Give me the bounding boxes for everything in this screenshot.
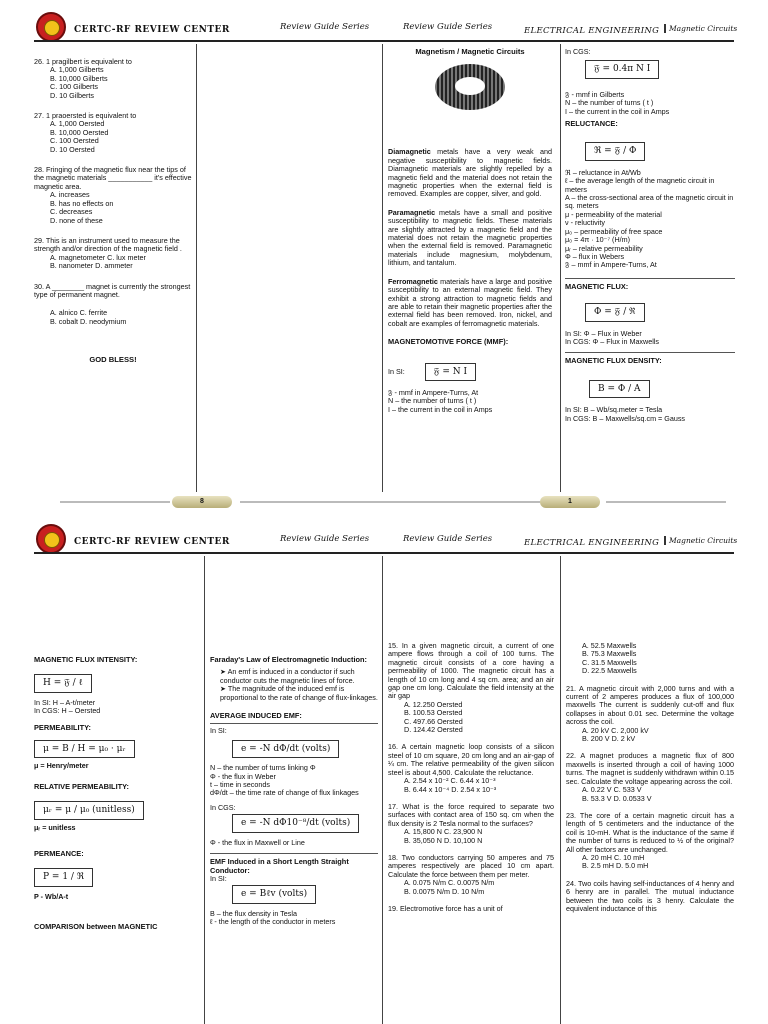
answer-option: C. 100 Gilberts bbox=[50, 82, 98, 92]
density-heading: MAGNETIC FLUX DENSITY: bbox=[565, 356, 662, 366]
definition-line: ℓ - the length of the conductor in meters bbox=[210, 917, 336, 927]
definition-line: ν - reluctivity bbox=[565, 218, 605, 228]
question-stem: 24. Two coils having self-inductances of 4 henry and 6 henry are in parallel. The mutual inductance between the two coils is 3 henry. Calculate the equivalent inductance of this bbox=[566, 878, 734, 913]
answer-option: D. 22.5 Maxwells bbox=[582, 666, 637, 676]
answer-option: A. 12.250 Oersted bbox=[404, 699, 463, 709]
answer-option: B. 2.5 mH D. 5.0 mH bbox=[582, 861, 649, 871]
question-item bbox=[388, 642, 554, 734]
definition-line: 𝔉 - mmf in Gilberts bbox=[565, 89, 625, 99]
faraday-point: ➤ An emf is induced in a conductor if such conductor cuts the magnetic lines of force. bbox=[220, 667, 355, 685]
page-header bbox=[0, 512, 768, 562]
question-item bbox=[566, 812, 734, 871]
footer-bar bbox=[606, 501, 726, 503]
permeability-formula: μ = B / H = μ₀ · μᵣ bbox=[34, 740, 135, 758]
answer-option: A. 20 mH C. 10 mH bbox=[582, 852, 645, 862]
question-options-continued bbox=[566, 642, 734, 676]
answer-option: A. 0.075 N/m C. 0.0075 N/m bbox=[404, 878, 495, 888]
series-label: Review Guide Series bbox=[280, 22, 370, 32]
definition-line: μ = Henry/meter bbox=[34, 761, 89, 771]
question-item bbox=[566, 752, 734, 802]
divider bbox=[565, 352, 735, 353]
term: Paramagnetic bbox=[388, 207, 436, 217]
column-divider bbox=[196, 44, 197, 492]
question-item bbox=[388, 905, 554, 913]
toroid-core-icon bbox=[435, 64, 505, 110]
definition-line: I – the current in the coil in Amps bbox=[388, 404, 493, 414]
section-title: Magnetism / Magnetic Circuits bbox=[415, 47, 525, 56]
answer-option: B. 53.3 V D. 0.0533 V bbox=[582, 793, 652, 803]
answer-option: C. 497.66 Oersted bbox=[404, 716, 463, 726]
definition-line: dΦ/dt – the time rate of change of flux linkages bbox=[210, 788, 359, 798]
answer-option: B. 35,050 N D. 10,100 N bbox=[404, 835, 483, 845]
question-item bbox=[34, 112, 192, 154]
term: Diamagnetic bbox=[388, 147, 431, 157]
page-number-left: 8 bbox=[172, 496, 232, 508]
emf-si-formula: e = -N dΦ/dt (volts) bbox=[232, 740, 339, 758]
page-bottom bbox=[0, 512, 768, 1024]
short-conductor-heading: EMF Induced in a Short Length Straight Conductor: bbox=[210, 857, 349, 875]
flux-formula: Φ = 𝔉 / ℜ bbox=[585, 303, 645, 321]
intensity-column bbox=[34, 652, 200, 932]
question-stem: 15. In a given magnetic circuit, a current of one ampere flows through a coil of 100 turns. The magnetic circuit consists of a core having a permeability of 1000. The magnetic circuit has a length of 10 cm long and 4 sq cm. area; and an air gap one cm long. Calculate the field intensity at the air gap bbox=[388, 641, 554, 701]
relative-permeability-heading: RELATIVE PERMEABILITY: bbox=[34, 781, 129, 791]
answer-option: A. 1,000 Oersted bbox=[50, 119, 105, 129]
definition-line: 𝔉 - mmf in Ampere-Turns, At bbox=[388, 387, 479, 397]
definition-line: μᵣ – relative permeability bbox=[565, 243, 643, 253]
answer-option: A. magnetometer C. lux meter bbox=[50, 252, 146, 262]
divider bbox=[210, 723, 378, 724]
question-item bbox=[388, 743, 554, 793]
formula-column bbox=[565, 48, 735, 423]
unit-system-label: In SI: bbox=[388, 366, 405, 376]
answer-option: A. 15,800 N C. 23,900 N bbox=[404, 827, 483, 837]
question-item bbox=[566, 880, 734, 914]
question-stem: 30. A ________ magnet is currently the strongest type of permanent magnet. bbox=[34, 281, 191, 299]
answer-option: A. alnico C. ferrite bbox=[50, 308, 108, 318]
definition-line: N – the number of turns ( t ) bbox=[565, 98, 654, 108]
page-top bbox=[0, 0, 768, 508]
permeability-heading: PERMEABILITY: bbox=[34, 722, 91, 732]
answer-option: D. 124.42 Oersted bbox=[404, 725, 463, 735]
point-text: The magnitude of the induced emf is proportional to the rate of change of flux-linkages. bbox=[220, 684, 378, 702]
mmf-formula: 𝔉 = N I bbox=[425, 363, 476, 381]
paramagnetic-paragraph bbox=[388, 209, 552, 268]
divider bbox=[565, 278, 735, 279]
definition-line: N – the number of turns linking Φ bbox=[210, 763, 316, 773]
topic-label: Magnetic Circuits bbox=[664, 536, 737, 545]
faraday-point: ➤ The magnitude of the induced emf is proportional to the rate of change of flux-linkages. bbox=[220, 684, 378, 702]
emf-cgs-formula: e = -N dΦ10⁻⁸/dt (volts) bbox=[232, 814, 359, 832]
definition-line: Φ – flux in Webers bbox=[565, 251, 625, 261]
answer-option: A. 0.22 V C. 533 V bbox=[582, 785, 642, 795]
question-item bbox=[566, 685, 734, 744]
topic-label: Magnetic Circuits bbox=[664, 24, 737, 33]
question-item bbox=[34, 283, 192, 327]
answer-option: B. 10,000 Gilberts bbox=[50, 73, 108, 83]
column-divider bbox=[204, 556, 205, 1024]
unit-system-label: In CGS: bbox=[565, 47, 591, 56]
brand-name: CERTC-RF REVIEW CENTER bbox=[74, 25, 230, 35]
definition-line: μᵣ = unitless bbox=[34, 822, 76, 832]
series-label: Review Guide Series bbox=[403, 22, 493, 32]
density-formula: B = Φ / A bbox=[589, 380, 650, 398]
answer-option: A. 2.54 x 10⁻² C. 6.44 x 10⁻³ bbox=[404, 776, 496, 786]
definition-line: In SI: B – Wb/sq.meter = Tesla bbox=[565, 405, 663, 415]
definition-line: μ₀ = 4π · 10⁻⁷ (H/m) bbox=[565, 235, 631, 245]
series-label: Review Guide Series bbox=[403, 534, 493, 544]
intensity-heading: MAGNETIC FLUX INTENSITY: bbox=[34, 655, 138, 664]
definition-line: In CGS: B – Maxwells/sq.cm = Gauss bbox=[565, 413, 686, 423]
definition-line: In CGS: Φ – Flux in Maxwells bbox=[565, 336, 660, 346]
footer-bar bbox=[60, 501, 170, 503]
series-label: Review Guide Series bbox=[280, 534, 370, 544]
intensity-formula: H = 𝔉 / ℓ bbox=[34, 674, 92, 692]
answer-option: B. nanometer D. ammeter bbox=[50, 261, 133, 271]
question-list bbox=[566, 642, 734, 922]
question-stem: 16. A certain magnetic loop consists of a silicon steel of 10 cm square, 20 cm long and an air-gap of ¼ cm. The relative permeability of the given silicon steel is about 4,500. Calculate the reluctance. bbox=[388, 742, 554, 777]
question-stem: 27. 1 praoersted is equivalent to bbox=[34, 111, 137, 121]
question-item bbox=[388, 803, 554, 845]
question-stem: 21. A magnetic circuit with 2,000 turns and with a current of 2 amperes produces a flux of 100,000 maxwells The current is suddenly cut-off and flux collapses in about 0.01 sec. Determine the voltage across the coil. bbox=[566, 683, 734, 727]
reluctance-heading: RELUCTANCE: bbox=[565, 119, 618, 129]
question-stem: 26. 1 pragilbert is equivalent to bbox=[34, 57, 132, 66]
avg-emf-heading: AVERAGE INDUCED EMF: bbox=[210, 711, 302, 721]
answer-option: A. 52.5 Maxwells bbox=[582, 641, 637, 650]
answer-option: A. 20 kV C. 2,000 kV bbox=[582, 725, 649, 735]
faraday-heading: Faraday's Law of Electromagnetic Induction: bbox=[210, 655, 367, 664]
question-stem: 29. This is an instrument used to measure the strength and/or direction of the magnetic field . bbox=[34, 235, 182, 254]
definition-line: 𝔉 – mmf in Ampere-Turns, At bbox=[565, 260, 657, 270]
column-divider bbox=[560, 44, 561, 492]
question-stem: 18. Two conductors carrying 50 amperes and 75 amperes respectively are placed 10 cm apart. Calculate the force between them per meter. bbox=[388, 852, 554, 879]
question-stem: 17. What is the force required to separate two surfaces with contact area of 150 sq. cm when the flux density is 2 Tesla normal to the surfaces? bbox=[388, 801, 554, 828]
mmf-heading: MAGNETOMOTIVE FORCE (MMF): bbox=[388, 337, 509, 347]
center-logo-icon bbox=[36, 524, 66, 554]
emf-short-formula: e = Bℓv (volts) bbox=[232, 885, 316, 903]
answer-option: C. 100 Oersted bbox=[50, 136, 99, 146]
header-rule bbox=[34, 40, 734, 42]
footer-bar bbox=[240, 501, 540, 503]
definition: metals have a very weak and negative susceptibility to magnetic fields. Diamagnetic materials are slightly repelled by a magnetic field and the material does not retain the magnetic properties when the external field is removed. Examples are copper, silver, and gold. bbox=[388, 147, 552, 199]
definition-line: In SI: H – A-t/meter bbox=[34, 697, 96, 707]
ferromagnetic-paragraph bbox=[388, 278, 552, 328]
answer-option: B. 100.53 Oersted bbox=[404, 708, 463, 718]
brand-name: CERTC-RF REVIEW CENTER bbox=[74, 537, 230, 547]
subject-label: ELECTRICAL ENGINEERING bbox=[524, 538, 660, 548]
answer-option: D. 10 Oersted bbox=[50, 144, 95, 154]
header-rule bbox=[34, 552, 734, 554]
column-divider bbox=[382, 556, 383, 1024]
definition-line: N – the number of turns ( t ) bbox=[388, 396, 477, 406]
definition-line: Φ - the flux in Weber bbox=[210, 771, 276, 781]
answer-option: A. increases bbox=[50, 190, 90, 200]
definition-line: μ - permeability of the material bbox=[565, 209, 662, 219]
question-item bbox=[34, 58, 192, 100]
reluctance-formula: ℜ = 𝔉 / Φ bbox=[585, 142, 645, 160]
question-stem: 23. The core of a certain magnetic circuit has a length of 5 centimeters and the inductance of the coil is 10-mH. What is the inductance of the same if the number of turns is reduced to ½ of the original? All other factors are unchanged. bbox=[566, 810, 734, 854]
answer-option: C. 31.5 Maxwells bbox=[582, 657, 637, 667]
term: Ferromagnetic bbox=[388, 276, 438, 286]
definition-line: In SI: Φ – Flux in Weber bbox=[565, 328, 642, 338]
permeance-heading: PERMEANCE: bbox=[34, 849, 84, 859]
unit-system-label: In SI: bbox=[210, 726, 227, 736]
relative-permeability-formula: μᵣ = μ / μ₀ (unitless) bbox=[34, 801, 144, 819]
definition-line: P - Wb/A-t bbox=[34, 891, 69, 901]
flux-heading: MAGNETIC FLUX: bbox=[565, 281, 629, 291]
answer-option: B. cobalt D. neodymium bbox=[50, 316, 127, 326]
question-item bbox=[34, 237, 192, 271]
unit-system-label: In CGS: bbox=[210, 802, 236, 812]
answer-option: B. 6.44 x 10⁻⁴ D. 2.54 x 10⁻³ bbox=[404, 784, 497, 794]
point-text: An emf is induced in a conductor if such conductor cuts the magnetic lines of force. bbox=[220, 667, 355, 685]
comparison-heading: COMPARISON between MAGNETIC bbox=[34, 922, 158, 932]
answer-option: B. 75.3 Maxwells bbox=[582, 649, 637, 659]
question-item bbox=[388, 854, 554, 896]
question-stem: 28. Fringing of the magnetic flux near the tips of the magnetic materials ___________ it's effective magnetic area. bbox=[34, 165, 192, 191]
definition: materials have a large and positive susceptibility to an external magnetic field. They exhibit a strong attraction to magnetic fields and are able to retain their magnetic properties after the external field has been removed. Iron, nickel, and cobalt are examples of ferromagnetic materials. bbox=[388, 276, 552, 328]
answer-option: B. has no effects on bbox=[50, 198, 114, 208]
cgs-mmf-formula: 𝔉 = 0.4π N I bbox=[585, 60, 659, 78]
definition-line: ℓ – the average length of the magnetic circuit in meters bbox=[565, 176, 715, 194]
question-list bbox=[34, 58, 192, 365]
subject-label: ELECTRICAL ENGINEERING bbox=[524, 26, 660, 36]
answer-option: B. 0.0075 N/m D. 10 N/m bbox=[404, 886, 485, 896]
question-stem: 19. Electromotive force has a unit of bbox=[388, 903, 503, 913]
definition-line: A – the cross-sectional area of the magnetic circuit in sq. meters bbox=[565, 193, 734, 211]
induction-column bbox=[210, 652, 378, 927]
definition-line: Φ - the flux in Maxwell or Line bbox=[210, 837, 305, 847]
definition-line: B – the flux density in Tesla bbox=[210, 908, 297, 918]
column-divider bbox=[382, 44, 383, 492]
permeance-formula: P = 1 / ℜ bbox=[34, 868, 93, 886]
closing-note: GOD BLESS! bbox=[89, 355, 137, 365]
column-divider bbox=[560, 556, 561, 1024]
answer-option: B. 200 V D. 2 kV bbox=[582, 734, 636, 744]
definition: metals have a small and positive susceptibility to magnetic fields. These materials are slightly attracted by a magnetic field and the material does not retain the magnetic properties when the external field is removed. Paramagnetic materials include magnesium, molybdenum, lithium, and tantalum. bbox=[388, 207, 552, 268]
answer-option: C. decreases bbox=[50, 207, 93, 217]
answer-option: B. 10,000 Oersted bbox=[50, 127, 109, 137]
diamagnetic-paragraph bbox=[388, 148, 552, 198]
question-list bbox=[388, 642, 554, 922]
cgs-definitions bbox=[565, 91, 735, 116]
answer-option: D. 10 Gilberts bbox=[50, 90, 94, 100]
definition-line: I – the current in the coil in Amps bbox=[565, 106, 670, 116]
center-logo-icon bbox=[36, 12, 66, 42]
question-item bbox=[34, 166, 192, 225]
mmf-formula-row bbox=[388, 359, 552, 385]
definition-line: In CGS: H – Oersted bbox=[34, 706, 101, 716]
definition-line: ℜ – reluctance in At/Wb bbox=[565, 167, 641, 177]
unit-system-label: In SI: bbox=[210, 873, 227, 883]
mmf-definitions bbox=[388, 389, 552, 414]
page-number-right: 1 bbox=[540, 496, 600, 508]
divider bbox=[210, 853, 378, 854]
definition-line: t – time in seconds bbox=[210, 780, 270, 790]
definition-line: μ₀ – permeability of free space bbox=[565, 226, 663, 236]
answer-option: D. none of these bbox=[50, 215, 103, 225]
reluctance-definitions bbox=[565, 169, 735, 270]
question-stem: 22. A magnet produces a magnetic flux of 800 maxwells is inserted through a coil of having 1000 turns. The magnet is suddenly withdrawn within 0.15 sec. Calculate the voltage appearing across the coil. bbox=[566, 751, 734, 786]
answer-option: A. 1,000 Gilberts bbox=[50, 65, 104, 75]
magnetism-column bbox=[388, 48, 552, 414]
page-header bbox=[0, 0, 768, 50]
